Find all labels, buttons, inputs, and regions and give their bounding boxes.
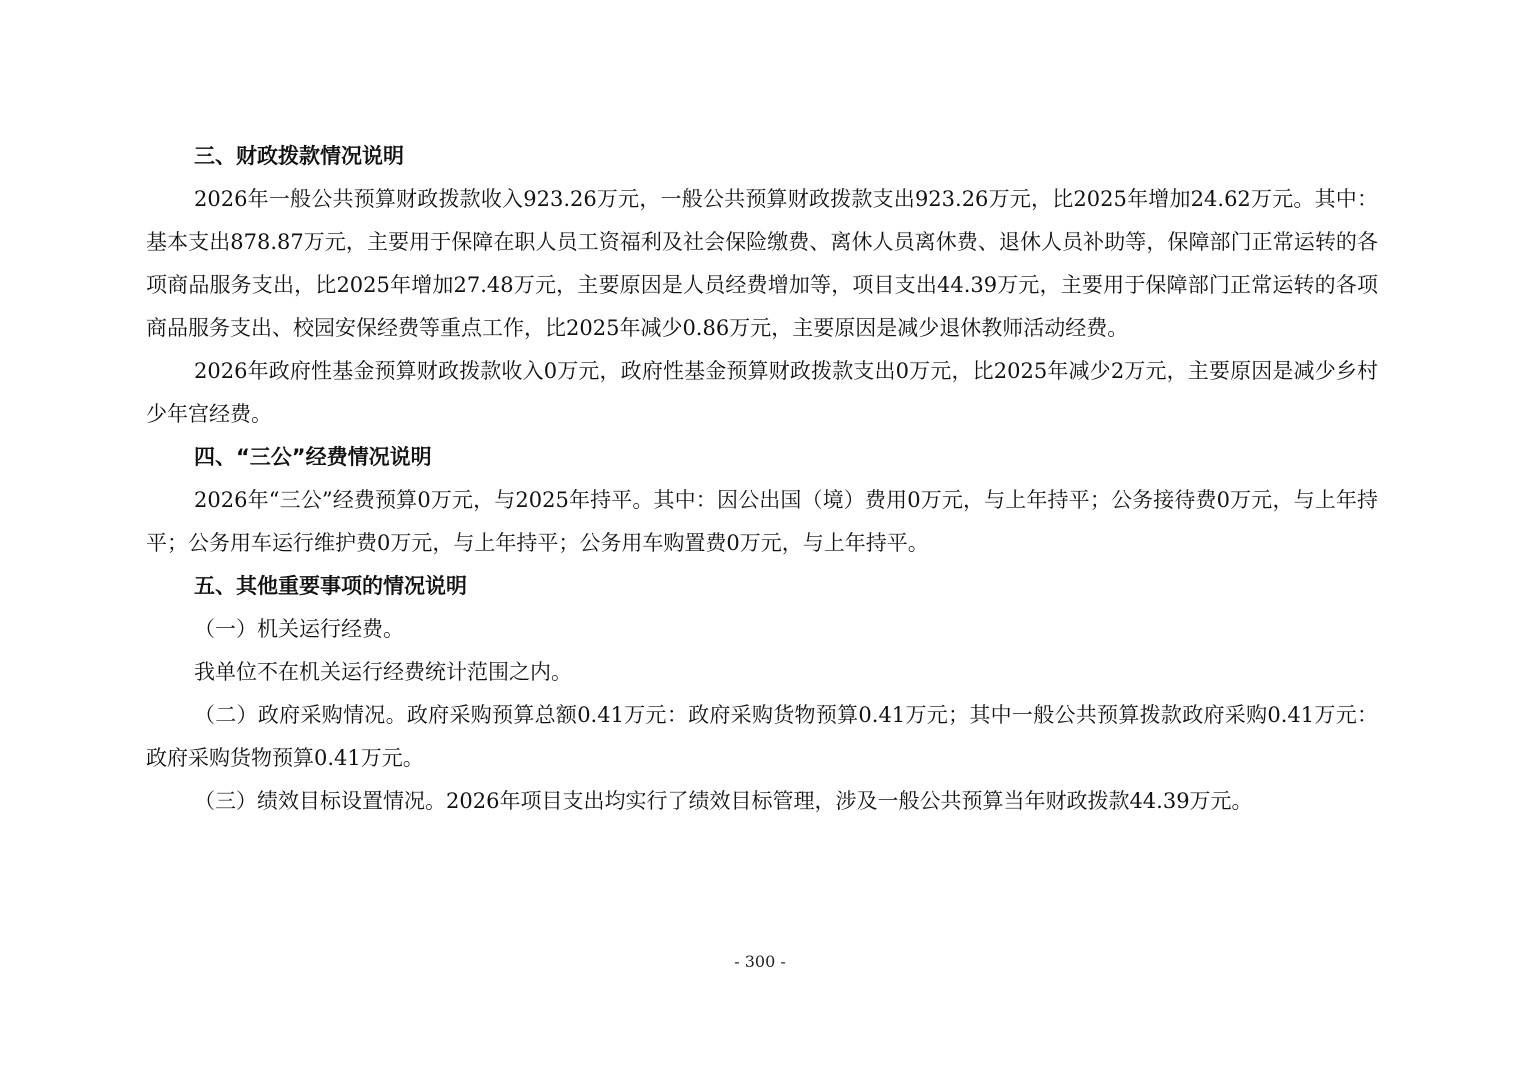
paragraph-three-public-expenses: 2026年“三公”经费预算0万元，与2025年持平。其中：因公出国（境）费用0万元，与上年持平；公务接待费0万元，与上年持平；公务用车运行维护费0万元，与上年持平；公务用车购置费0万元，与上年持平。 bbox=[146, 488, 1378, 555]
paragraph-government-fund-budget: 2026年政府性基金预算财政拨款收入0万元，政府性基金预算财政拨款支出0万元，比2025年减少2万元，主要原因是减少乡村少年宫经费。 bbox=[146, 359, 1378, 426]
paragraph-general-budget: 2026年一般公共预算财政拨款收入923.26万元，一般公共预算财政拨款支出923.26万元，比2025年增加24.62万元。其中：基本支出878.87万元，主要用于保障在职人员工资福利及社会保险缴费、离休人员离休费、退休人员补助等，保障部门正常运转的各项商品服务支出，比2025年增加27.48万元，主要原因是人员经费增加等，项目支出44.39万元，主要用于保障部门正常运转的各项商品服务支出、校园安保经费等重点工作，比2025年减少0.86万元，主要原因是减少退休教师活动经费。 bbox=[146, 187, 1378, 340]
paragraph-government-procurement: （二）政府采购情况。政府采购预算总额0.41万元：政府采购货物预算0.41万元；其中一般公共预算拨款政府采购0.41万元：政府采购货物预算0.41万元。 bbox=[146, 703, 1378, 770]
item-title-operating-expenses: （一）机关运行经费。 bbox=[194, 617, 404, 641]
page-number: - 300 - bbox=[734, 952, 786, 971]
section-heading-three-public-expenses: 四、“三公”经费情况说明 bbox=[194, 445, 432, 469]
paragraph-operating-expenses: 我单位不在机关运行经费统计范围之内。 bbox=[194, 660, 572, 684]
section-heading-fiscal-appropriation: 三、财政拨款情况说明 bbox=[194, 144, 404, 168]
document-body bbox=[146, 135, 1378, 823]
section-heading-other-matters: 五、其他重要事项的情况说明 bbox=[194, 574, 467, 598]
paragraph-performance-targets: （三）绩效目标设置情况。2026年项目支出均实行了绩效目标管理，涉及一般公共预算当年财政拨款44.39万元。 bbox=[194, 789, 1253, 813]
